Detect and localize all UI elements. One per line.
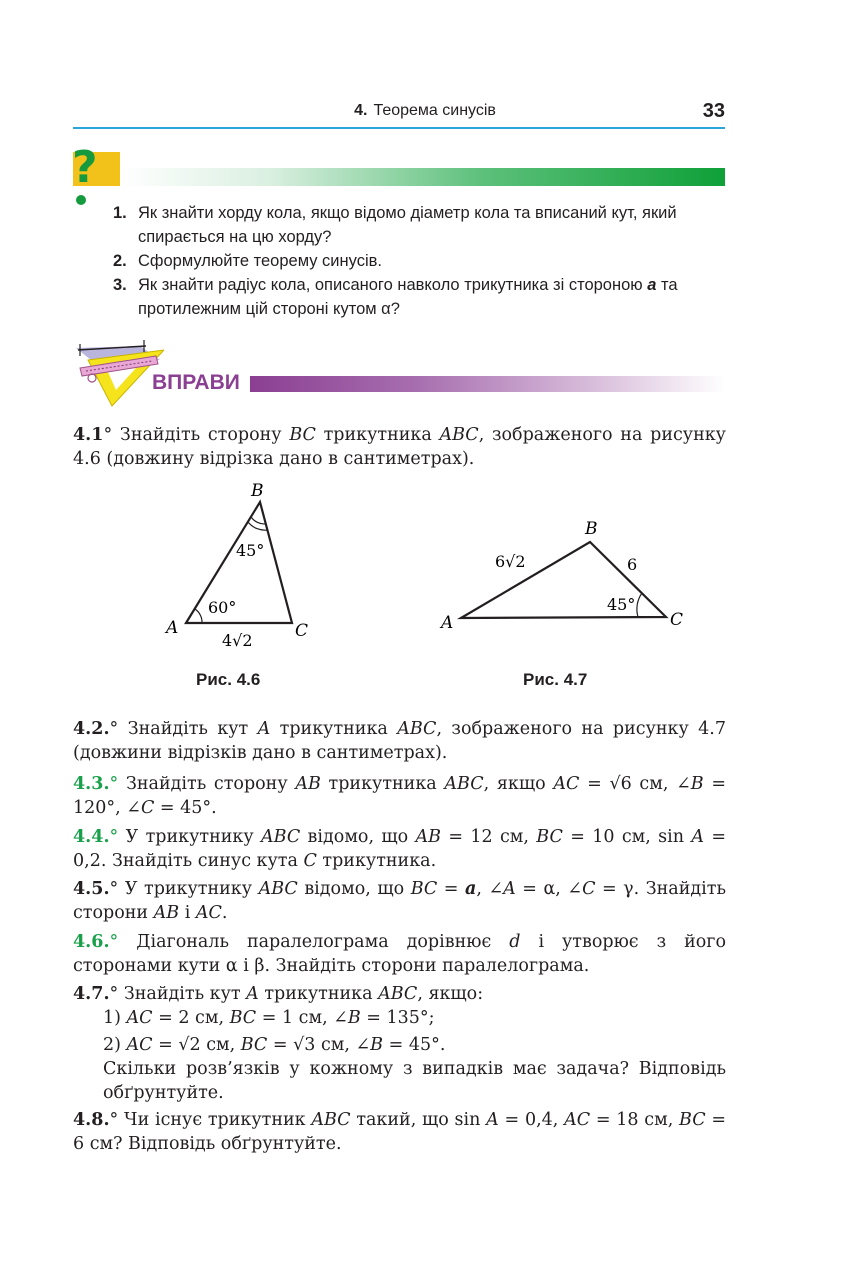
problem-4-7: 4.7.° Знайдіть кут A трикутника ABC, якщо: 1) AC = 2 см, BC = 1 см, ∠B = 135°; 2) AC = √2 см, BC = √3 см, ∠B = 45°. Скільки розв’язків у кожному з випадків має задача? Відповідь обґрунтуйте. — [73, 984, 726, 1103]
exercises-band — [250, 376, 725, 392]
vertex-c-label: C — [295, 621, 309, 641]
figure-4-6 — [160, 478, 320, 658]
ruler-triangle-icon — [72, 338, 164, 408]
vertex-c-label: C — [670, 610, 684, 630]
questions-band — [120, 168, 725, 186]
chapter-number: 4. — [354, 102, 368, 119]
vertex-b-label: B — [585, 519, 598, 539]
vertex-a-label: A — [441, 613, 454, 633]
side-bc-label: 6 — [627, 555, 638, 574]
angle-a-arc — [195, 609, 202, 623]
vertex-b-label: B — [251, 481, 264, 501]
figure-4-6-caption: Рис. 4.6 — [196, 670, 261, 689]
side-ac-label: 4√2 — [222, 631, 253, 650]
problem-4-5: 4.5.° У трикутнику ABC відомо, що BC = a, ∠A = α, ∠C = γ. Знайдіть сторони AB і AC. — [73, 879, 726, 923]
figure-4-7-caption: Рис. 4.7 — [523, 670, 588, 689]
angle-a-label: 60° — [208, 598, 237, 617]
exercises-title: ВПРАВИ — [152, 371, 240, 394]
problem-4-6: 4.6.° Діагональ паралелограма дорівнює d і утворює з його сторонами кути α і β. Знайдіть сторони паралелограма. — [73, 932, 727, 976]
vertex-a-label: A — [166, 618, 179, 638]
page-number: 33 — [702, 100, 725, 122]
question-dot-icon — [76, 195, 86, 205]
question-item: 1. Як знайти хорду кола, якщо відомо діаметр кола та вписаний кут, який спирається на цю хорду? — [113, 204, 677, 246]
angle-c-arc — [637, 593, 642, 617]
triangle-abc — [186, 502, 292, 623]
problem-4-8: 4.8.° Чи існує трикутник ABC такий, що sin A = 0,4, AC = 18 см, BC = 6 см? Відповідь обґрунтуйте. — [73, 1110, 726, 1154]
angle-b-label: 45° — [236, 541, 265, 560]
problem-4-4: 4.4.° У трикутнику ABC відомо, що AB = 12 см, BC = 10 см, sin A = 0,2. Знайдіть синус кута C трикутника. — [73, 827, 726, 871]
header-rule — [73, 127, 725, 129]
question-mark-icon: ? — [72, 142, 98, 193]
problem-4-3: 4.3.° Знайдіть сторону AB трикутника ABC, якщо AC = √6 см, ∠B = 120°, ∠C = 45°. — [73, 774, 726, 818]
question-item: 3. Як знайти радіус кола, описаного навколо трикутника зі стороною a та протилежним цій стороні кутом α? — [113, 276, 678, 318]
problem-4-1: 4.1° Знайдіть сторону BC трикутника ABC, зображеного на рисунку 4.6 (довжину відрізка дано в сантиметрах). — [73, 425, 726, 469]
question-item: 2. Сформулюйте теорему синусів. — [113, 252, 382, 270]
angle-c-label: 45° — [607, 595, 636, 614]
problem-4-2: 4.2.° Знайдіть кут A трикутника ABC, зображеного на рисунку 4.7 (довжини відрізків дано в сантиметрах). — [73, 719, 726, 763]
review-questions — [113, 201, 733, 321]
figure-4-7 — [435, 512, 695, 642]
chapter-title: Теорема синусів — [373, 102, 496, 119]
side-ab-label: 6√2 — [495, 552, 526, 571]
